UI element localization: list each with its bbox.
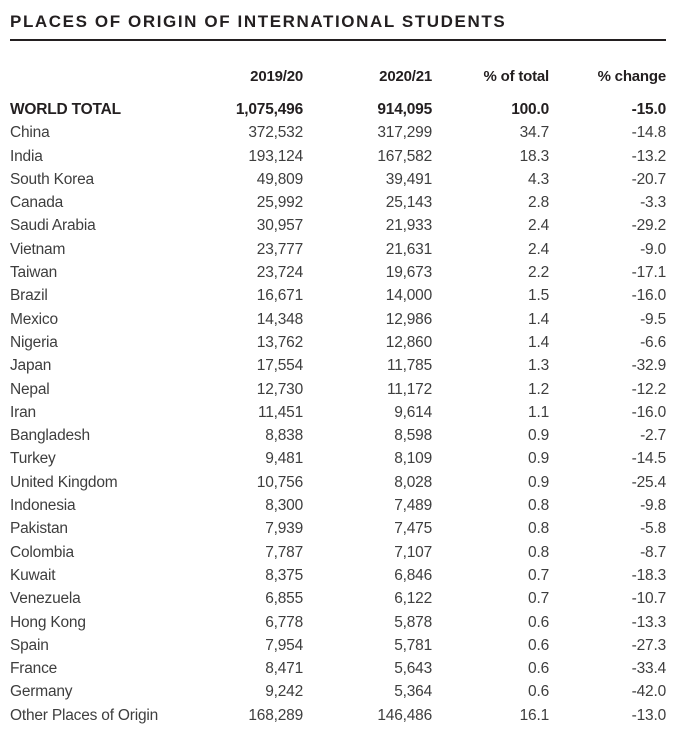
cell-pct-change: -13.2	[631, 147, 666, 165]
table-row	[10, 564, 666, 587]
cell-2020-21: 6,122	[394, 590, 432, 608]
cell-pct-change: -9.0	[640, 240, 666, 258]
cell-2020-21: 5,878	[394, 613, 432, 631]
cell-pct-change: -17.1	[631, 264, 666, 282]
cell-pct-total: 16.1	[519, 706, 549, 724]
cell-pct-change: -6.6	[640, 333, 666, 351]
cell-2020-21: 12,860	[385, 333, 432, 351]
cell-country: France	[10, 660, 58, 678]
table-row	[10, 517, 666, 540]
cell-pct-total: 0.6	[528, 683, 549, 701]
cell-country: Bangladesh	[10, 427, 90, 445]
cell-pct-total: 1.4	[528, 333, 549, 351]
cell-pct-change: -27.3	[631, 636, 666, 654]
cell-pct-change: -18.3	[631, 566, 666, 584]
table-row	[10, 145, 666, 168]
cell-pct-change: -13.3	[631, 613, 666, 631]
cell-pct-change: -10.7	[631, 590, 666, 608]
cell-country: Japan	[10, 357, 52, 375]
cell-2019-20: 8,300	[265, 497, 303, 515]
cell-2019-20: 168,289	[248, 706, 303, 724]
cell-country: WORLD TOTAL	[10, 101, 121, 118]
cell-pct-total: 0.6	[528, 636, 549, 654]
cell-country: Pakistan	[10, 520, 68, 538]
cell-pct-total: 0.7	[528, 590, 549, 608]
cell-2019-20: 193,124	[248, 147, 303, 165]
cell-2019-20: 6,778	[265, 613, 303, 631]
table-row	[10, 541, 666, 564]
table-row	[10, 191, 666, 214]
cell-pct-change: -29.2	[631, 217, 666, 235]
cell-pct-total: 0.8	[528, 497, 549, 515]
cell-pct-change: -2.7	[640, 427, 666, 445]
cell-country: China	[10, 124, 50, 142]
cell-2020-21: 8,028	[394, 473, 432, 491]
cell-2019-20: 30,957	[256, 217, 303, 235]
cell-country: Venezuela	[10, 590, 81, 608]
col-header-2020-21: 2020/21	[379, 68, 432, 85]
cell-pct-total: 0.9	[528, 427, 549, 445]
page-title: PLACES OF ORIGIN OF INTERNATIONAL STUDENTS	[10, 12, 507, 31]
cell-pct-total: 2.8	[528, 194, 549, 212]
table-row	[10, 447, 666, 470]
col-header-2019-20: 2019/20	[250, 68, 303, 85]
table-row	[10, 587, 666, 610]
cell-country: Hong Kong	[10, 613, 86, 631]
cell-2019-20: 8,375	[265, 566, 303, 584]
cell-2020-21: 7,489	[394, 497, 432, 515]
cell-pct-change: -16.0	[631, 287, 666, 305]
cell-pct-change: -13.0	[631, 706, 666, 724]
cell-2020-21: 167,582	[377, 147, 432, 165]
cell-pct-change: -3.3	[640, 194, 666, 212]
cell-country: Other Places of Origin	[10, 706, 159, 724]
cell-2020-21: 5,364	[394, 683, 432, 701]
cell-pct-change: -42.0	[631, 683, 666, 701]
cell-2019-20: 9,242	[265, 683, 303, 701]
cell-2020-21: 8,109	[394, 450, 432, 468]
cell-2020-21: 19,673	[385, 264, 432, 282]
cell-pct-total: 0.6	[528, 660, 549, 678]
table-row	[10, 308, 666, 331]
table-row	[10, 611, 666, 634]
table-row	[10, 657, 666, 680]
cell-2019-20: 7,954	[265, 636, 303, 654]
cell-2019-20: 9,481	[265, 450, 303, 468]
cell-country: United Kingdom	[10, 473, 118, 491]
table-row	[10, 238, 666, 261]
cell-2019-20: 23,724	[256, 264, 303, 282]
cell-pct-change: -5.8	[640, 520, 666, 538]
cell-country: Kuwait	[10, 566, 56, 584]
cell-2020-21: 21,933	[385, 217, 432, 235]
cell-2019-20: 17,554	[256, 357, 303, 375]
cell-2020-21: 5,781	[394, 636, 432, 654]
cell-pct-total: 2.4	[528, 217, 549, 235]
table-row	[10, 354, 666, 377]
cell-2019-20: 7,787	[265, 543, 303, 561]
cell-2020-21: 7,107	[394, 543, 432, 561]
cell-pct-total: 1.2	[528, 380, 549, 398]
cell-2019-20: 1,075,496	[235, 101, 303, 118]
table-row	[10, 98, 666, 121]
cell-country: Taiwan	[10, 264, 58, 282]
cell-2019-20: 23,777	[256, 240, 303, 258]
cell-pct-change: -12.2	[631, 380, 666, 398]
cell-pct-total: 1.1	[528, 403, 549, 421]
cell-country: Turkey	[10, 450, 56, 468]
cell-2020-21: 7,475	[394, 520, 432, 538]
cell-pct-change: -14.8	[631, 124, 666, 142]
cell-pct-change: -25.4	[631, 473, 666, 491]
table-row	[10, 121, 666, 144]
cell-country: Spain	[10, 636, 49, 654]
cell-2019-20: 12,730	[256, 380, 303, 398]
cell-pct-change: -15.0	[631, 101, 666, 118]
cell-2019-20: 13,762	[256, 333, 303, 351]
cell-pct-total: 4.3	[528, 170, 549, 188]
cell-2019-20: 8,471	[265, 660, 303, 678]
cell-country: Iran	[10, 403, 36, 421]
cell-2020-21: 317,299	[377, 124, 432, 142]
cell-2020-21: 9,614	[394, 403, 432, 421]
cell-2020-21: 6,846	[394, 566, 432, 584]
cell-2019-20: 14,348	[256, 310, 303, 328]
cell-pct-total: 1.5	[528, 287, 549, 305]
cell-pct-change: -9.5	[640, 310, 666, 328]
cell-2019-20: 6,855	[265, 590, 303, 608]
table-row	[10, 494, 666, 517]
cell-pct-change: -16.0	[631, 403, 666, 421]
table-row	[10, 214, 666, 237]
cell-country: Indonesia	[10, 497, 76, 515]
cell-pct-total: 1.3	[528, 357, 549, 375]
cell-2019-20: 372,532	[248, 124, 303, 142]
cell-pct-change: -33.4	[631, 660, 666, 678]
cell-2020-21: 21,631	[385, 240, 432, 258]
table-row	[10, 401, 666, 424]
origins-table	[10, 41, 666, 727]
cell-2020-21: 11,785	[386, 357, 432, 375]
cell-country: Vietnam	[10, 240, 66, 258]
cell-pct-total: 0.8	[528, 520, 549, 538]
col-header-pct-change: % change	[597, 68, 666, 85]
cell-country: Nepal	[10, 380, 50, 398]
cell-pct-change: -20.7	[631, 170, 666, 188]
cell-pct-total: 0.9	[528, 473, 549, 491]
table-row	[10, 680, 666, 703]
cell-pct-total: 1.4	[528, 310, 549, 328]
cell-2020-21: 914,095	[377, 101, 432, 118]
cell-pct-change: -9.8	[640, 497, 666, 515]
table-row	[10, 168, 666, 191]
cell-country: Nigeria	[10, 333, 58, 351]
cell-2019-20: 25,992	[256, 194, 303, 212]
cell-country: Colombia	[10, 543, 74, 561]
cell-2019-20: 11,451	[257, 403, 303, 421]
cell-2019-20: 8,838	[265, 427, 303, 445]
cell-2020-21: 5,643	[394, 660, 432, 678]
cell-pct-total: 2.2	[528, 264, 549, 282]
cell-pct-total: 0.6	[528, 613, 549, 631]
cell-2020-21: 25,143	[385, 194, 432, 212]
cell-pct-total: 18.3	[519, 147, 549, 165]
cell-2020-21: 12,986	[385, 310, 432, 328]
cell-2019-20: 10,756	[256, 473, 303, 491]
col-header-pct-total: % of total	[483, 68, 549, 85]
cell-country: Mexico	[10, 310, 58, 328]
cell-2020-21: 146,486	[377, 706, 432, 724]
cell-pct-total: 34.7	[519, 124, 549, 142]
cell-pct-total: 100.0	[511, 101, 549, 118]
cell-pct-change: -8.7	[640, 543, 666, 561]
table-row	[10, 634, 666, 657]
cell-pct-total: 2.4	[528, 240, 549, 258]
cell-2020-21: 14,000	[385, 287, 432, 305]
cell-pct-change: -14.5	[631, 450, 666, 468]
cell-country: Germany	[10, 683, 73, 701]
table-row	[10, 471, 666, 494]
cell-2020-21: 39,491	[385, 170, 432, 188]
cell-pct-total: 0.9	[528, 450, 549, 468]
table-row	[10, 704, 666, 727]
cell-pct-total: 0.8	[528, 543, 549, 561]
cell-pct-change: -32.9	[631, 357, 666, 375]
cell-country: South Korea	[10, 170, 94, 188]
cell-2019-20: 16,671	[256, 287, 303, 305]
cell-country: Saudi Arabia	[10, 217, 96, 235]
header-row	[10, 41, 666, 98]
cell-country: Brazil	[10, 287, 48, 305]
cell-country: Canada	[10, 194, 64, 212]
table-row	[10, 378, 666, 401]
cell-2019-20: 49,809	[256, 170, 303, 188]
table-row	[10, 424, 666, 447]
table-row	[10, 261, 666, 284]
col-header-country	[10, 41, 180, 98]
cell-pct-total: 0.7	[528, 566, 549, 584]
cell-2019-20: 7,939	[265, 520, 303, 538]
cell-2020-21: 8,598	[394, 427, 432, 445]
table-row	[10, 331, 666, 354]
cell-2020-21: 11,172	[386, 380, 432, 398]
cell-country: India	[10, 147, 43, 165]
table-row	[10, 284, 666, 307]
